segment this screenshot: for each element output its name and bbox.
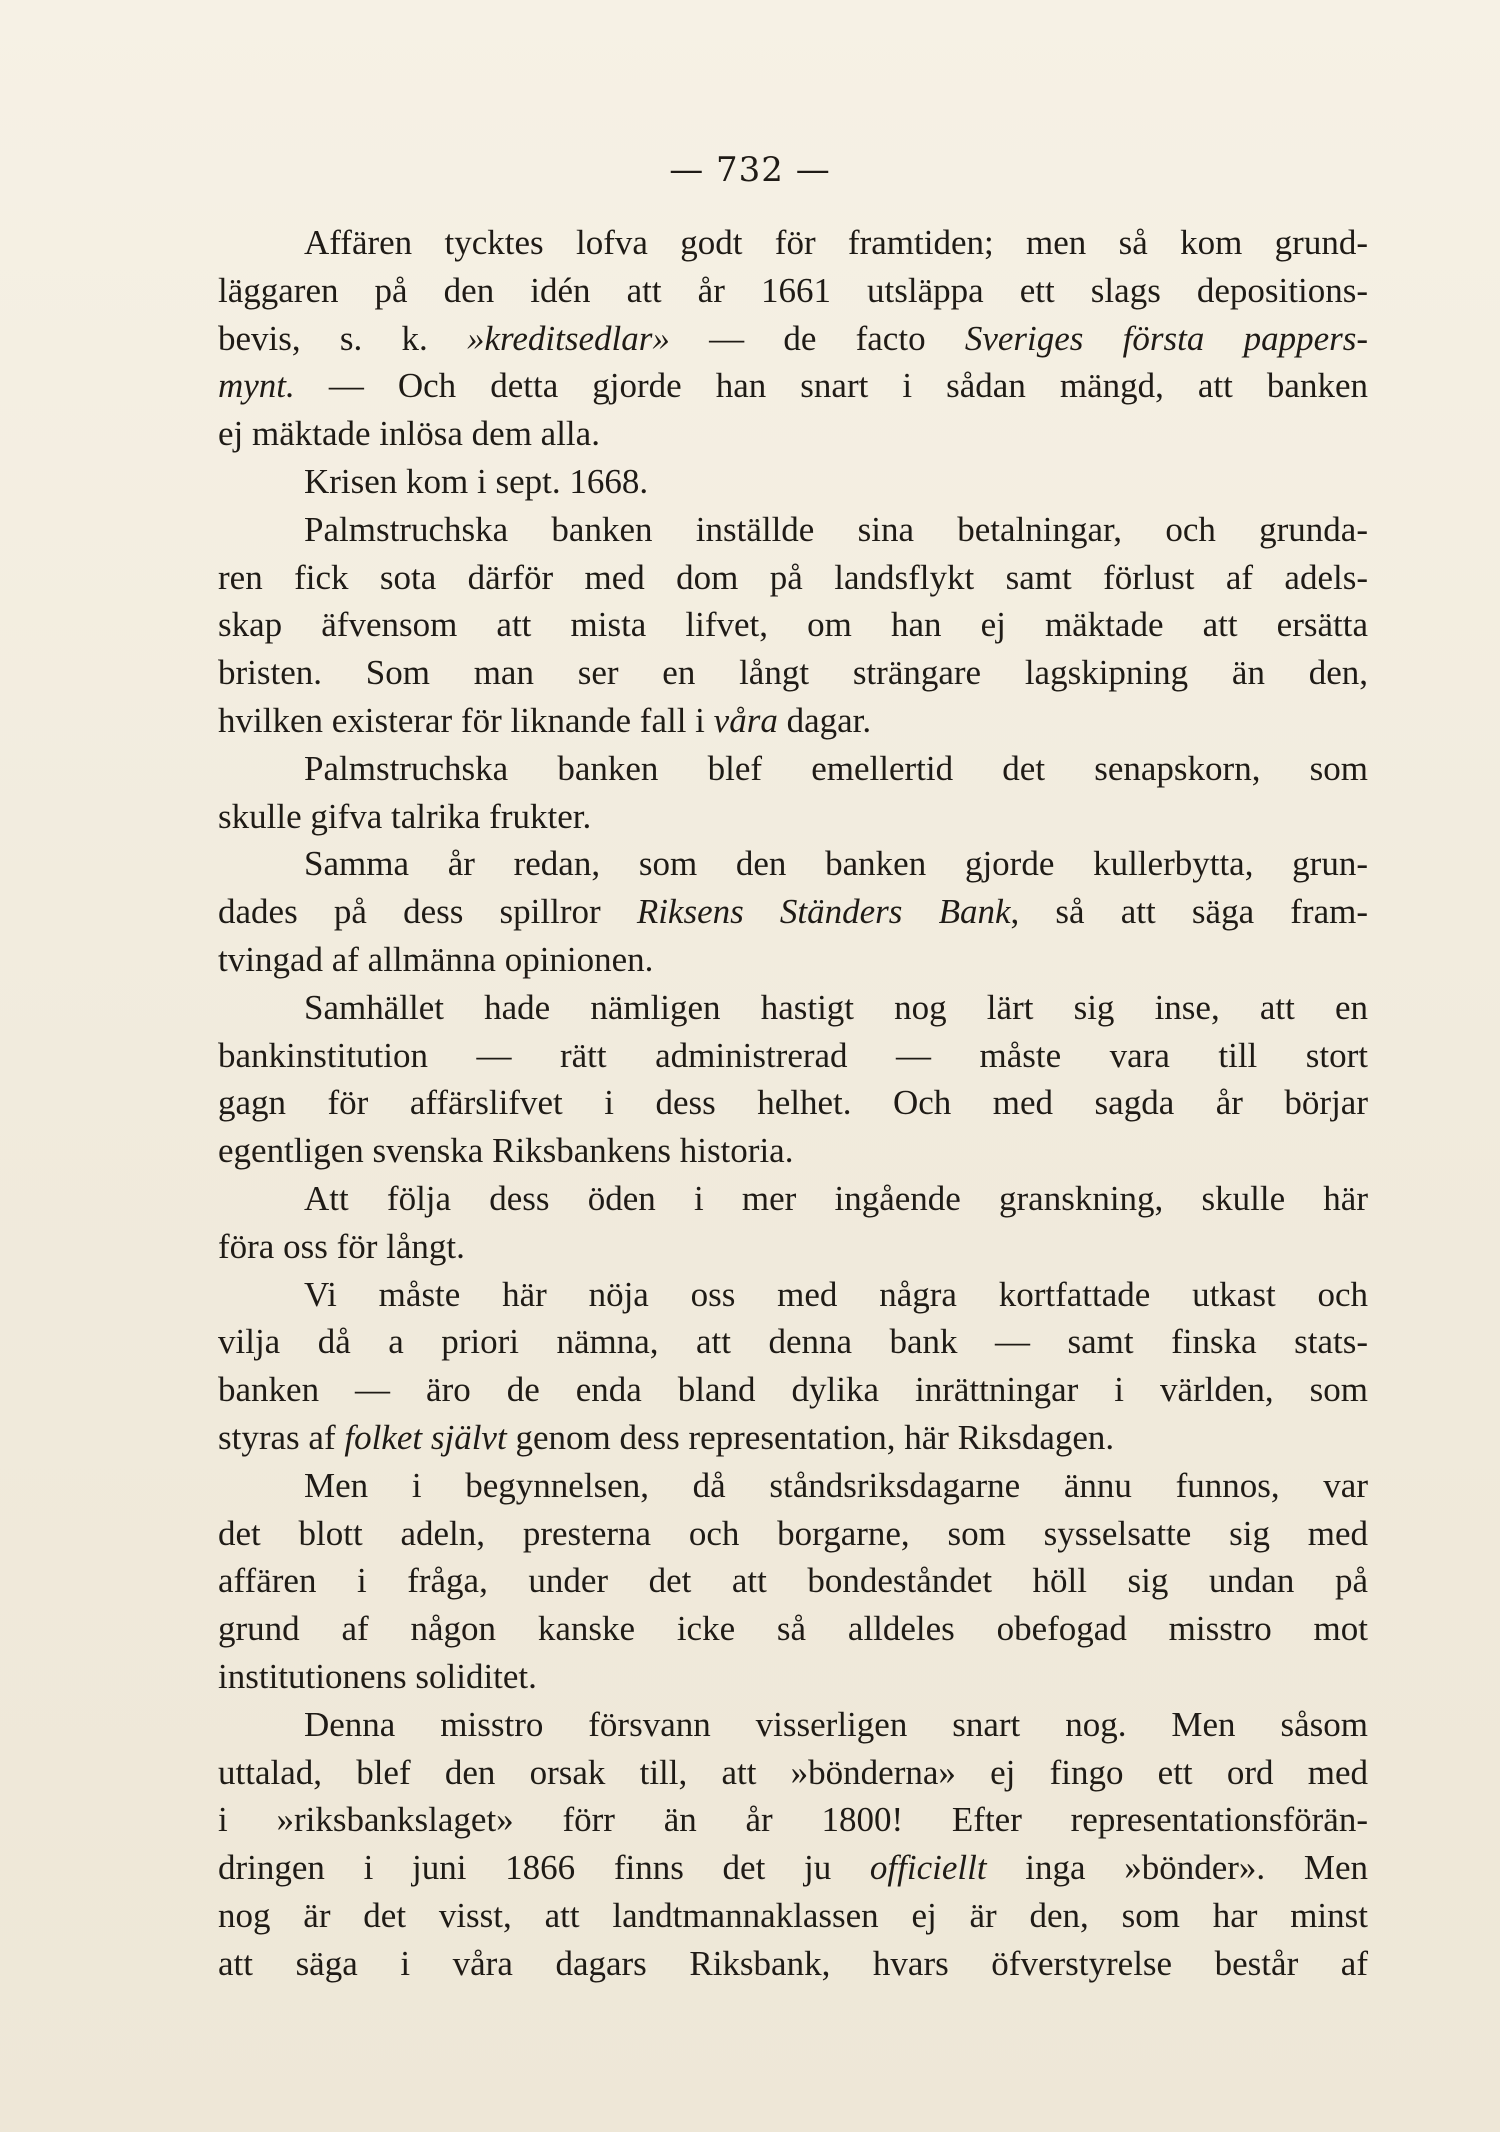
- text-line: [218, 1605, 1368, 1653]
- text-line: [218, 649, 1368, 697]
- text-segment: Vi måste här nöja oss med några kortfattade utkast och: [304, 1274, 1368, 1314]
- text-line: [218, 984, 1368, 1032]
- text-segment: det blott adeln, presterna och borgarne, som sysselsatte sig med: [218, 1513, 1368, 1553]
- text-segment: — de facto: [669, 318, 965, 358]
- text-segment: Palmstruchska banken blef emellertid det senapskorn, som: [304, 748, 1368, 788]
- text-line: [218, 1796, 1368, 1844]
- italic-text: Sveriges första pappers-: [964, 318, 1369, 358]
- text-line: [218, 1366, 1368, 1414]
- text-segment: vilja då a priori nämna, att denna bank — samt finska stats-: [218, 1322, 1368, 1362]
- text-segment: ren fick sota därför med dom på landsflykt samt förlust af adels-: [218, 557, 1368, 597]
- text-line: [218, 1414, 1368, 1462]
- text-line: [218, 1032, 1368, 1080]
- text-segment: uttalad, blef den orsak till, att »bönderna» ej fingo ett ord med: [218, 1752, 1368, 1792]
- text-line: [218, 936, 1368, 984]
- text-line: [218, 362, 1368, 410]
- italic-text: »kreditsedlar»: [467, 318, 670, 358]
- text-segment: dades på dess spillror: [218, 892, 637, 932]
- text-segment: institutionens soliditet.: [218, 1656, 537, 1696]
- text-segment: dringen i juni 1866 finns det ju: [218, 1848, 870, 1888]
- text-line: [218, 1318, 1368, 1366]
- text-segment: inga »bönder». Men: [986, 1848, 1368, 1888]
- text-segment: Palmstruchska banken inställde sina betalningar, och grunda-: [304, 509, 1368, 549]
- text-segment: — Och detta gjorde han snart i sådan mängd, att banken: [294, 366, 1368, 406]
- text-segment: läggaren på den idén att år 1661 utsläppa ett slags depositions-: [218, 270, 1368, 310]
- text-segment: Men i begynnelsen, då ståndsriksdagarne ännu funnos, var: [304, 1465, 1368, 1505]
- text-line: [218, 1510, 1368, 1558]
- text-line: [218, 1271, 1368, 1319]
- text-segment: dagar.: [777, 700, 872, 740]
- text-segment: skap äfvensom att mista lifvet, om han ej mäktade att ersätta: [218, 605, 1368, 645]
- text-line: [218, 601, 1368, 649]
- text-line: [218, 1892, 1368, 1940]
- text-segment: att säga i våra dagars Riksbank, hvars öfverstyrelse består af: [218, 1943, 1368, 1983]
- text-line: [218, 410, 1368, 458]
- text-line: [218, 1940, 1368, 1988]
- page-number: — 732 —: [669, 150, 831, 190]
- text-line: [218, 745, 1368, 793]
- text-segment: egentligen svenska Riksbankens historia.: [218, 1131, 794, 1171]
- text-segment: gagn för affärslifvet i dess helhet. Och med sagda år börjar: [218, 1083, 1368, 1123]
- text-segment: Denna misstro försvann visserligen snart nog. Men såsom: [304, 1704, 1368, 1744]
- italic-text: mynt.: [218, 366, 295, 406]
- text-line: [218, 554, 1368, 602]
- text-segment: nog är det visst, att landtmannaklassen ej är den, som har minst: [218, 1895, 1368, 1935]
- italic-text: våra: [713, 700, 778, 740]
- italic-text: folket självt: [344, 1417, 507, 1457]
- text-line: [218, 1844, 1368, 1892]
- body-text: [218, 219, 1368, 1987]
- text-segment: bevis, s. k.: [218, 318, 467, 358]
- text-line: [218, 1557, 1368, 1605]
- text-line: [218, 697, 1368, 745]
- text-segment: skulle gifva talrika frukter.: [218, 796, 592, 836]
- text-line: [218, 1653, 1368, 1701]
- text-segment: genom dess representation, här Riksdagen.: [506, 1417, 1115, 1457]
- text-line: [218, 1749, 1368, 1797]
- text-segment: Att följa dess öden i mer ingående granskning, skulle här: [304, 1178, 1368, 1218]
- text-segment: , så att säga fram-: [1010, 892, 1369, 932]
- text-segment: i »riksbankslaget» förr än år 1800! Efter representationsförän-: [218, 1800, 1368, 1840]
- text-line: [218, 1462, 1368, 1510]
- text-segment: ej mäktade inlösa dem alla.: [218, 414, 600, 454]
- text-segment: bankinstitution — rätt administrerad — måste vara till stort: [218, 1035, 1368, 1075]
- text-segment: Samhället hade nämligen hastigt nog lärt sig inse, att en: [304, 987, 1368, 1027]
- text-line: [218, 840, 1368, 888]
- text-line: [218, 793, 1368, 841]
- text-segment: bristen. Som man ser en långt strängare lagskipning än den,: [218, 653, 1368, 693]
- text-segment: banken — äro de enda bland dylika inrättningar i världen, som: [218, 1370, 1368, 1410]
- italic-text: Riksens Ständers Bank: [636, 892, 1011, 932]
- text-line: [218, 315, 1368, 363]
- text-segment: Krisen kom i sept. 1668.: [304, 461, 649, 501]
- text-segment: grund af någon kanske icke så alldeles obefogad misstro mot: [218, 1609, 1368, 1649]
- text-segment: Affären tycktes lofva godt för framtiden; men så kom grund-: [304, 223, 1368, 262]
- text-line: [218, 1079, 1368, 1127]
- text-segment: hvilken existerar för liknande fall i: [218, 700, 714, 740]
- text-line: [218, 888, 1368, 936]
- text-line: [218, 458, 1368, 506]
- italic-text: officiellt: [869, 1848, 987, 1888]
- text-line: [218, 1175, 1368, 1223]
- text-segment: affären i fråga, under det att bondeståndet höll sig undan på: [218, 1561, 1368, 1601]
- text-line: [218, 1127, 1368, 1175]
- text-line: [218, 219, 1368, 267]
- text-line: [218, 267, 1368, 315]
- text-segment: föra oss för långt.: [218, 1226, 465, 1266]
- text-segment: Samma år redan, som den banken gjorde kullerbytta, grun-: [304, 844, 1368, 884]
- text-segment: tvingad af allmänna opinionen.: [218, 939, 654, 979]
- text-segment: styras af: [218, 1417, 345, 1457]
- text-line: [218, 1223, 1368, 1271]
- text-line: [218, 1701, 1368, 1749]
- text-line: [218, 506, 1368, 554]
